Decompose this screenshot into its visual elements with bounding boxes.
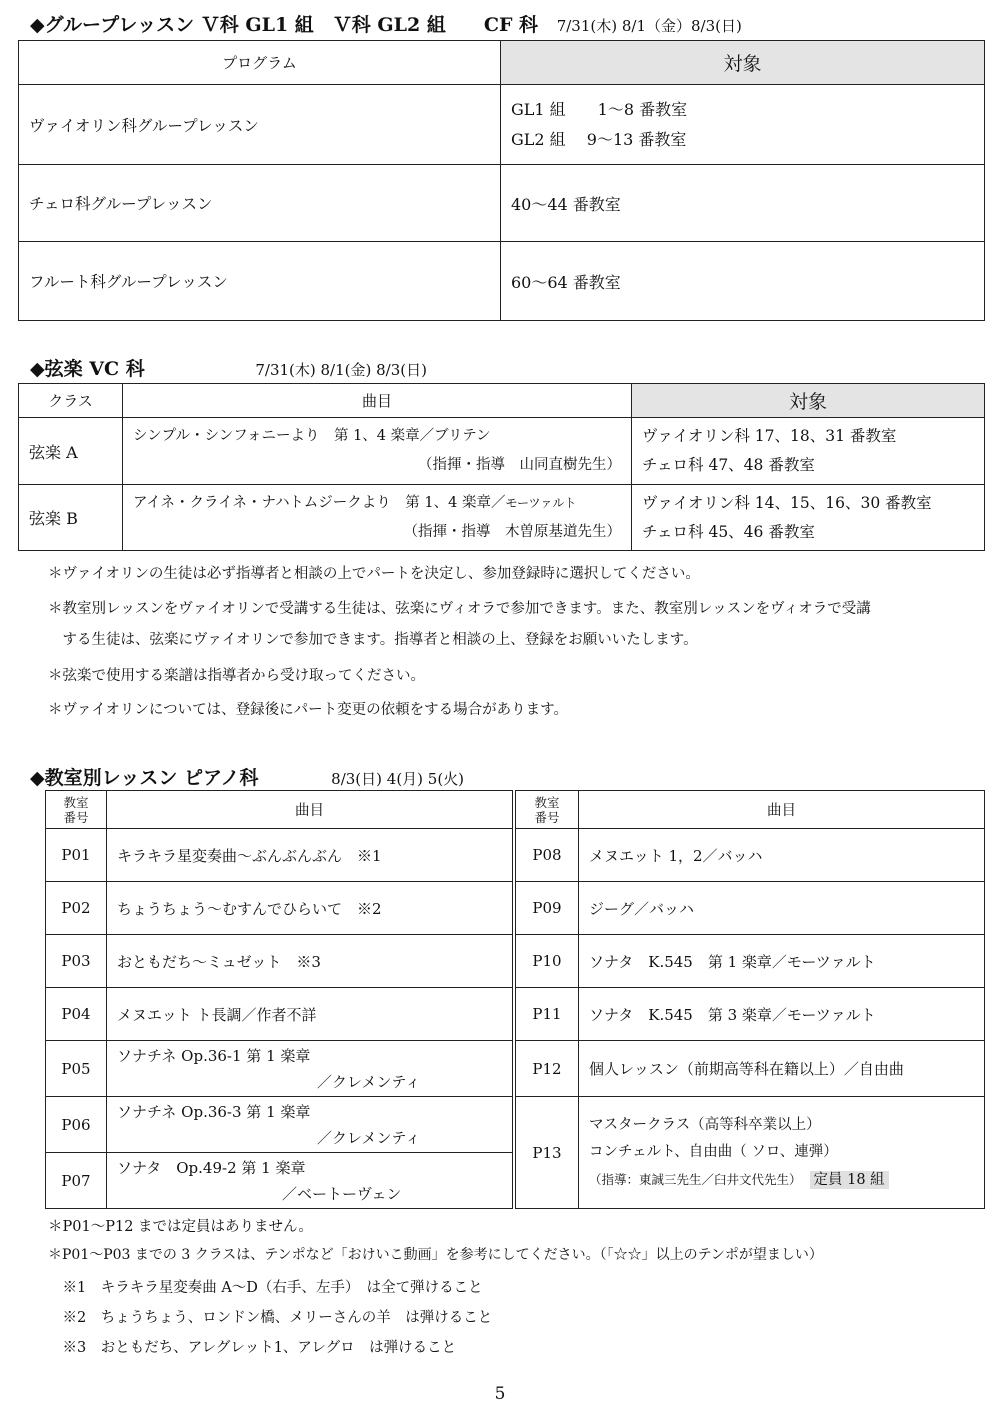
text-span: シンプル・シンフォニーより 第 1、4 楽章／ブリテン [133, 428, 491, 444]
text-span: ◆グループレッスン Ｖ科 GL1 組 Ｖ科 GL2 組 CF 科 [30, 14, 539, 36]
text-span: 番号 [63, 809, 89, 825]
table-row [46, 882, 513, 935]
table-row [19, 41, 985, 85]
table-row [46, 1097, 513, 1153]
table-row [516, 791, 985, 829]
table-cell: ちょうちょう～むすんでひらいて ※2 [107, 882, 513, 935]
piece-cell [123, 418, 632, 485]
table-row [19, 85, 985, 165]
text-span [19, 384, 985, 551]
table-row [19, 418, 985, 485]
text-span [46, 791, 513, 1209]
text-span: ◆教室別レッスン ピアノ科 [30, 767, 259, 789]
piano-note: ※2 ちょうちょう、ロンドン橋、メリーさんの羊 は弾けること [48, 1310, 493, 1326]
table-row [516, 1097, 985, 1209]
table-cell: P01 [46, 829, 107, 882]
table-cell: P05 [46, 1041, 107, 1097]
program-cell: フルート科グループレッスン [19, 242, 501, 321]
strings-note: ＊ヴァイオリンの生徒は必ず指導者と相談の上でパートを決定し、参加登録時に選択してください。 [48, 566, 700, 582]
text-span: 番号 [534, 809, 560, 825]
table-row [46, 791, 513, 829]
text-span: ソナチネ Op.36-1 第 1 楽章 [117, 1046, 311, 1065]
table-row [46, 1041, 513, 1097]
text-span: GL2 組 9～13 番教室 [511, 129, 687, 149]
target-cell [632, 418, 985, 485]
class-cell: 弦楽 A [19, 418, 123, 485]
text-span: （指揮・指導 山同直樹先生） [418, 457, 621, 473]
text-span [516, 791, 985, 1209]
strings-table [18, 383, 985, 551]
piano-table-right [515, 790, 985, 1209]
group-dates: 7/31(木) 8/1（金）8/3(日) [556, 17, 742, 35]
table-cell: P02 [46, 882, 107, 935]
table-cell: ソナタ K.545 第 1 楽章／モーツァルト [579, 935, 985, 988]
table-cell: P09 [516, 882, 579, 935]
table-cell: P13 [516, 1097, 579, 1209]
table-cell: 個人レッスン（前期高等科在籍以上）／自由曲 [579, 1041, 985, 1097]
header-program: プログラム [19, 41, 501, 85]
text-span: ソナチネ Op.36-3 第 1 楽章 [117, 1102, 311, 1121]
table-row [516, 1041, 985, 1097]
text-span: マスタークラス（高等科卒業以上） [589, 1116, 821, 1133]
text-span: コンチェルト、自由曲（ ソロ、連弾） [589, 1143, 838, 1160]
group-section-title [30, 10, 742, 37]
page-number: 5 [494, 1384, 506, 1404]
table-cell: P04 [46, 988, 107, 1041]
text-span: アイネ・クライネ・ナハトムジークより 第 1、4 楽章／ [133, 494, 506, 511]
text-span [133, 489, 621, 518]
text-span [589, 1166, 984, 1194]
table-row [19, 384, 985, 418]
table-cell: P11 [516, 988, 579, 1041]
program-cell: ヴァイオリン科グループレッスン [19, 85, 501, 165]
text-span: ヴァイオリン科 14、15、16、30 番教室 [642, 493, 932, 512]
header-room-number [46, 791, 107, 829]
table-row [516, 988, 985, 1041]
table-cell [107, 1097, 513, 1153]
table-row [19, 485, 985, 551]
table-cell: メヌエット 1，2／バッハ [579, 829, 985, 882]
table-row [19, 165, 985, 242]
table-row [46, 829, 513, 882]
piano-note: ※3 おともだち、アレグレット1、アレグロ は弾けること [48, 1340, 457, 1356]
strings-note: する生徒は、弦楽にヴァイオリンで参加できます。指導者と相談の上、登録をお願いいたします。 [48, 632, 698, 648]
table-cell: P06 [46, 1097, 107, 1153]
header-target: 対象 [501, 41, 985, 85]
header-class: クラス [19, 384, 123, 418]
piano-table-left [45, 790, 513, 1209]
table-cell: キラキラ星変奏曲～ぶんぶんぶん ※1 [107, 829, 513, 882]
table-row [19, 242, 985, 321]
table-row [46, 988, 513, 1041]
text-span: ヴァイオリン科 17、18、31 番教室 [642, 427, 897, 445]
table-cell: P08 [516, 829, 579, 882]
header-piece: 曲目 [123, 384, 632, 418]
strings-note: ＊弦楽で使用する楽譜は指導者から受け取ってください。 [48, 668, 425, 684]
table-cell [107, 1041, 513, 1097]
piano-note: ＊P01～P12 までは定員はありません。 [48, 1219, 313, 1235]
target-cell [501, 85, 985, 165]
text-span: GL1 組 1～8 番教室 [511, 99, 688, 119]
target-cell: 60～64 番教室 [501, 242, 985, 321]
piece-cell [123, 485, 632, 551]
table-row [516, 882, 985, 935]
text-span: ソナタ Op.49-2 第 1 楽章 [117, 1158, 306, 1177]
target-cell [632, 485, 985, 551]
table-cell: P12 [516, 1041, 579, 1097]
table-cell: P10 [516, 935, 579, 988]
text-span: チェロ科 47、48 番教室 [642, 456, 815, 474]
text-span [19, 41, 985, 321]
text-span: 教室 [534, 794, 560, 810]
piano-note: ※1 キラキラ星変奏曲 A～D（右手、左手） は全て弾けること [48, 1280, 483, 1296]
table-row [516, 935, 985, 988]
header-room-number [516, 791, 579, 829]
text-span: ／クレメンティ [317, 1128, 421, 1147]
piano-dates: 8/3(日) 4(月) 5(火) [331, 770, 465, 788]
table-row [46, 1153, 513, 1209]
header-piece: 曲目 [107, 791, 513, 829]
text-span: モーツァルト [505, 495, 577, 510]
table-row [516, 829, 985, 882]
strings-note: ＊教室別レッスンをヴァイオリンで受講する生徒は、弦楽にヴィオラで参加できます。また、教室別レッスンをヴィオラで受講 [48, 601, 871, 617]
header-piece: 曲目 [579, 791, 985, 829]
header-target: 対象 [632, 384, 985, 418]
strings-section-title [30, 354, 427, 381]
text-span: （指揮・指導 木曽原基道先生） [403, 523, 621, 540]
table-cell: P03 [46, 935, 107, 988]
text-span: 教室 [63, 794, 89, 810]
piano-section-title [30, 763, 464, 790]
table-row [46, 935, 513, 988]
text-span: チェロ科 45、46 番教室 [642, 522, 815, 541]
text-span: ／クレメンティ [317, 1072, 421, 1091]
table-cell: おともだち～ミュゼット ※3 [107, 935, 513, 988]
table-cell: P07 [46, 1153, 107, 1209]
text-span: ◆弦楽 VC 科 [30, 358, 145, 380]
strings-note: ＊ヴァイオリンについては、登録後にパート変更の依頼をする場合があります。 [48, 702, 568, 718]
text-span: （指導：東誠三先生／臼井文代先生） [589, 1171, 802, 1187]
group-lesson-table [18, 40, 985, 321]
table-cell: ジーグ／バッハ [579, 882, 985, 935]
table-cell [107, 1153, 513, 1209]
piano-note: ＊P01～P03 までの 3 クラスは、テンポなど「おけいこ動画」を参考にしてください。（「☆☆」以上のテンポが望ましい） [48, 1247, 823, 1263]
program-cell: チェロ科グループレッスン [19, 165, 501, 242]
target-cell: 40～44 番教室 [501, 165, 985, 242]
table-cell: メヌエット ト長調／作者不詳 [107, 988, 513, 1041]
capacity-badge: 定員 18 組 [810, 1171, 889, 1189]
strings-dates: 7/31(木) 8/1(金) 8/3(日) [255, 361, 427, 379]
table-cell [579, 1097, 985, 1209]
class-cell: 弦楽 B [19, 485, 123, 551]
text-span: ／ベートーヴェン [282, 1184, 402, 1203]
table-cell: ソナタ K.545 第 3 楽章／モーツァルト [579, 988, 985, 1041]
